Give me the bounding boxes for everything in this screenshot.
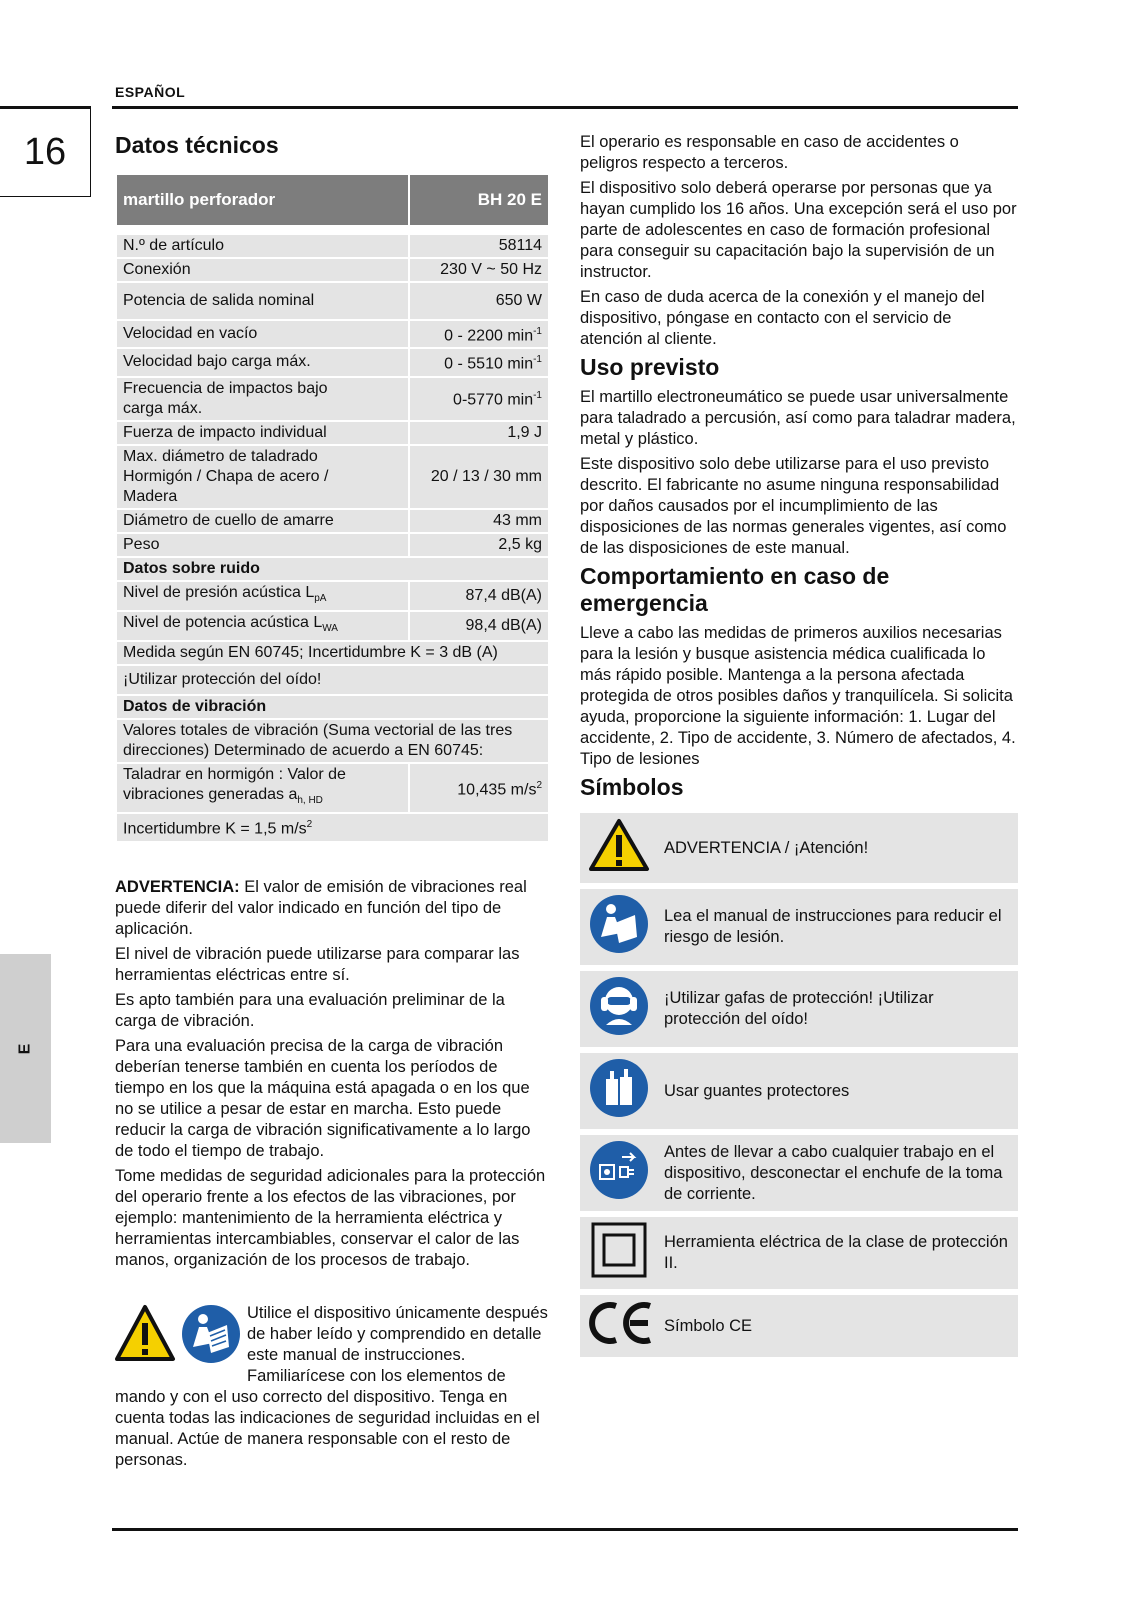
- goggles-ear-protection-icon: [588, 975, 650, 1037]
- symbol-row: Herramienta eléctrica de la clase de protección II.: [580, 1217, 1018, 1289]
- table-row: Nivel de presión acústica $L_{pA}$ 87,4 dB(A): [116, 581, 549, 611]
- intended-use-title: Uso previsto: [580, 354, 720, 380]
- paragraph: El martillo electroneumático se puede usar universalmente para taladrado a percusión, así como para taladrar madera, metal y plástico.: [580, 388, 1016, 448]
- table-row: ¡Utilizar protección del oído!: [116, 665, 549, 695]
- table-row: Valores totales de vibración (Suma vectorial de las tres direcciones) Determinado de acuerdo a EN 60745:: [116, 719, 549, 763]
- top-rule: [112, 106, 1018, 109]
- table-head-label: martillo perforador: [116, 174, 409, 226]
- ce-mark-icon: [584, 1300, 654, 1346]
- symbols-table: [580, 807, 1018, 1363]
- use-icons: [115, 1303, 243, 1367]
- unplug-icon: [588, 1139, 650, 1201]
- table-row: Datos sobre ruido: [116, 557, 549, 581]
- table-head-model: BH 20 E: [409, 174, 549, 226]
- gloves-icon: [588, 1057, 650, 1119]
- paragraph: El dispositivo solo deberá operarse por personas que ya hayan cumplido los 16 años. Una excepción será el uso por parte de adolescentes en caso de formación profesional para conseguir su capacitación bajo la supervisión de un instructor.: [580, 179, 1017, 281]
- table-header-row: [116, 174, 549, 226]
- paragraph: En caso de duda acerca de la conexión y el manejo del dispositivo, póngase en contacto con el servicio de atención al cliente.: [580, 288, 985, 348]
- tech-data-table: [115, 173, 550, 843]
- table-row: N.º de artículo 58114: [116, 234, 549, 258]
- table-row: Taladrar en hormigón : Valor de vibraciones generadas $a_{h, HD}$ 10,435 $m/s^2$: [116, 763, 549, 813]
- table-row: Medida según EN 60745; Incertidumbre K = 3 dB (A): [116, 641, 549, 665]
- symbol-row: Símbolo CE: [580, 1295, 1018, 1357]
- symbol-row: Usar guantes protectores: [580, 1053, 1018, 1129]
- paragraph: Lleve a cabo las medidas de primeros auxilios necesarias para la lesión y busque asistencia médica cualificada lo más rápido posible. Mantenga a la persona afectada protegida de otros posibles daños y tranquilícela. Si solicita ayuda, proporcione la siguiente información: 1. Lugar del accidente, 2. Tipo de accidente, 3. Número de afectados, 4. Tipo de lesiones: [580, 624, 1016, 768]
- symbols-title: Símbolos: [580, 774, 684, 800]
- paragraph: Es apto también para una evaluación preliminar de la carga de vibración.: [115, 990, 505, 1030]
- vibration-warning: ADVERTENCIA: El valor de emisión de vibraciones real puede diferir del valor indicado en función del tipo de aplicación.: [115, 877, 527, 938]
- table-row: Velocidad bajo carga máx. 0 - 5510 $\min^{-1}$: [116, 348, 549, 376]
- read-manual-icon: [182, 1305, 240, 1363]
- table-row: Incertidumbre K = 1,5 $m/s^2$: [116, 813, 549, 841]
- tech-data-title: Datos técnicos: [115, 132, 279, 158]
- table-row: Datos de vibración: [116, 695, 549, 719]
- table-row: Frecuencia de impactos bajo carga máx. 0-5770 $\min^{-1}$: [116, 377, 549, 421]
- table-row: Potencia de salida nominal 650 W: [116, 282, 549, 320]
- emergency-title: Comportamiento en caso de emergencia: [580, 563, 890, 616]
- paragraph: Para una evaluación precisa de la carga de vibración deberían tenerse también en cuenta los períodos de tiempo en los que la máquina está apagada o en los que no se utilice a pesar de estar en marcha. Esto puede reducir la carga de vibración significativamente a lo largo de todo el tiempo de trabajo.: [115, 1036, 531, 1160]
- left-column: [115, 132, 550, 1475]
- side-tab-label: E: [16, 1043, 34, 1054]
- bottom-rule: [112, 1528, 1018, 1531]
- language-label: ESPAÑOL: [115, 84, 186, 100]
- paragraph: El operario es responsable en caso de accidentes o peligros respecto a terceros.: [580, 133, 959, 172]
- paragraph: Este dispositivo solo debe utilizarse para el uso previsto descrito. El fabricante no asume ninguna responsabilidad por daños causados por el incumplimiento de las disposiciones de las normas generales vigentes, así como de las disposiciones de este manual.: [580, 455, 1007, 557]
- table-row: Nivel de potencia acústica $L_{WA}$ 98,4 dB(A): [116, 611, 549, 641]
- table-row: Diámetro de cuello de amarre 43 mm: [116, 509, 549, 533]
- symbol-row: Antes de llevar a cabo cualquier trabajo en el dispositivo, desconectar el enchufe de la toma de corriente.: [580, 1135, 1018, 1211]
- table-row: Max. diámetro de taladrado Hormigón / Chapa de acero / Madera 20 / 13 / 30 mm: [116, 445, 549, 509]
- symbol-row: ¡Utilizar gafas de protección! ¡Utilizar protección del oído!: [580, 971, 1018, 1047]
- language-side-tab: [0, 954, 51, 1143]
- page-number: 16: [0, 106, 91, 197]
- symbol-row: Lea el manual de instrucciones para reducir el riesgo de lesión.: [580, 889, 1018, 965]
- table-row: Fuerza de impacto individual 1,9 J: [116, 421, 549, 445]
- table-row: Velocidad en vacío 0 - 2200 $\min^{-1}$: [116, 320, 549, 348]
- warning-triangle-icon: [587, 817, 651, 873]
- table-row: Peso 2,5 kg: [116, 533, 549, 557]
- paragraph: El nivel de vibración puede utilizarse para comparar las herramientas eléctricas entre sí.: [115, 944, 520, 984]
- warning-triangle-icon: [117, 1307, 173, 1359]
- symbol-row: ADVERTENCIA / ¡Atención!: [580, 813, 1018, 883]
- protection-class-ii-icon: [590, 1221, 648, 1279]
- use-instruction-block: [115, 1303, 550, 1471]
- paragraph: Tome medidas de seguridad adicionales para la protección del operario frente a los efectos de las vibraciones, por ejemplo: mantenimiento de la herramienta eléctrica y herramientas intercambiables, conservar el calor de las manos, organización de los procesos de trabajo.: [115, 1166, 546, 1269]
- read-manual-icon: [588, 893, 650, 955]
- table-row: Conexión 230 V ~ 50 Hz: [116, 258, 549, 282]
- use-instruction-text: Utilice el dispositivo únicamente después de haber leído y comprendido en detalle este manual de instrucciones. Familiarícese con los elementos de mando y con el uso correcto del dispositivo. Tenga en cuenta todas las indicaciones de seguridad incluidas en el manual. Actúe de manera responsable con el resto de personas.: [115, 1303, 548, 1469]
- right-column: [580, 132, 1018, 1363]
